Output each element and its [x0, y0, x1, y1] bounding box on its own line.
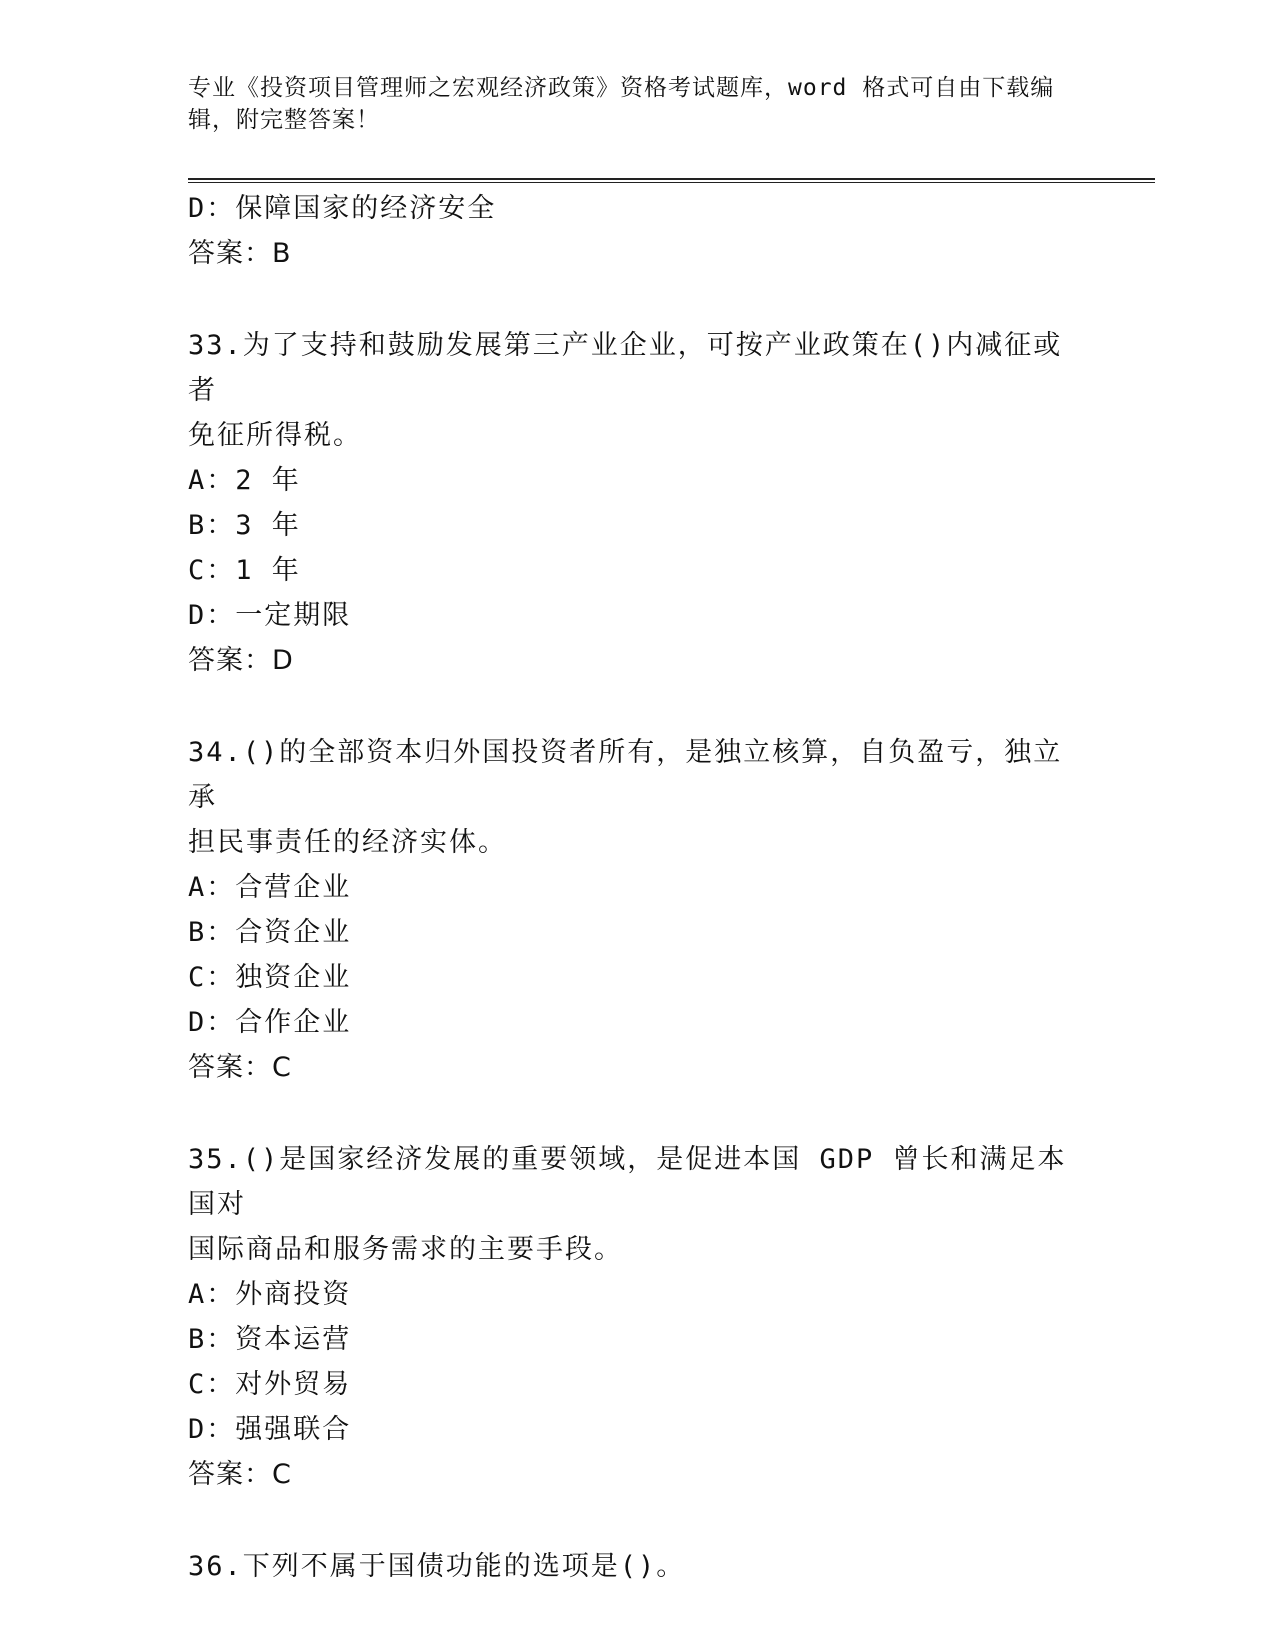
- option-c: C：对外贸易: [188, 1369, 352, 1400]
- question-text-line-2: 担民事责任的经济实体。: [188, 827, 507, 858]
- question-text-line-1: 34.()的全部资本归外国投资者所有，是独立核算，自负盈亏，独立承: [188, 737, 1063, 813]
- question-text-line-1: 33.为了支持和鼓励发展第三产业企业，可按产业政策在()内减征或者: [188, 330, 1063, 406]
- question-33: [188, 323, 1088, 683]
- question-text-line-2: 国际商品和服务需求的主要手段。: [188, 1234, 623, 1265]
- option-d: D：强强联合: [188, 1414, 352, 1445]
- option-c: C：独资企业: [188, 962, 352, 993]
- question-34: [188, 730, 1088, 1090]
- answer: 答案：D: [188, 645, 294, 676]
- header-divider-thin: [188, 182, 1155, 183]
- option-c: C：1 年: [188, 555, 301, 586]
- page-header: [188, 72, 1088, 136]
- header-line-2: 辑，附完整答案！: [188, 107, 380, 133]
- answer: 答案：C: [188, 1052, 292, 1083]
- prev-answer: 答案：B: [188, 238, 292, 269]
- option-d: D：合作企业: [188, 1007, 352, 1038]
- option-b: B：资本运营: [188, 1324, 352, 1355]
- answer: 答案：C: [188, 1459, 292, 1490]
- question-text-line-1: 35.()是国家经济发展的重要领域，是促进本国 GDP 曾长和满足本国对: [188, 1144, 1067, 1220]
- header-line-1: 专业《投资项目管理师之宏观经济政策》资格考试题库，word 格式可自由下载编: [188, 75, 1055, 101]
- question-36: [188, 1544, 1088, 1589]
- option-b: B：3 年: [188, 510, 301, 541]
- question-list: [188, 186, 1088, 1589]
- option-d: D：一定期限: [188, 600, 352, 631]
- option-a: A：合营企业: [188, 872, 352, 903]
- prev-option-d: D：保障国家的经济安全: [188, 193, 497, 224]
- question-text-line-1: 36.下列不属于国债功能的选项是()。: [188, 1551, 686, 1582]
- option-a: A：外商投资: [188, 1279, 352, 1310]
- header-divider: [188, 178, 1155, 180]
- option-b: B：合资企业: [188, 917, 352, 948]
- question-35: [188, 1137, 1088, 1497]
- option-a: A：2 年: [188, 465, 301, 496]
- question-text-line-2: 免征所得税。: [188, 420, 362, 451]
